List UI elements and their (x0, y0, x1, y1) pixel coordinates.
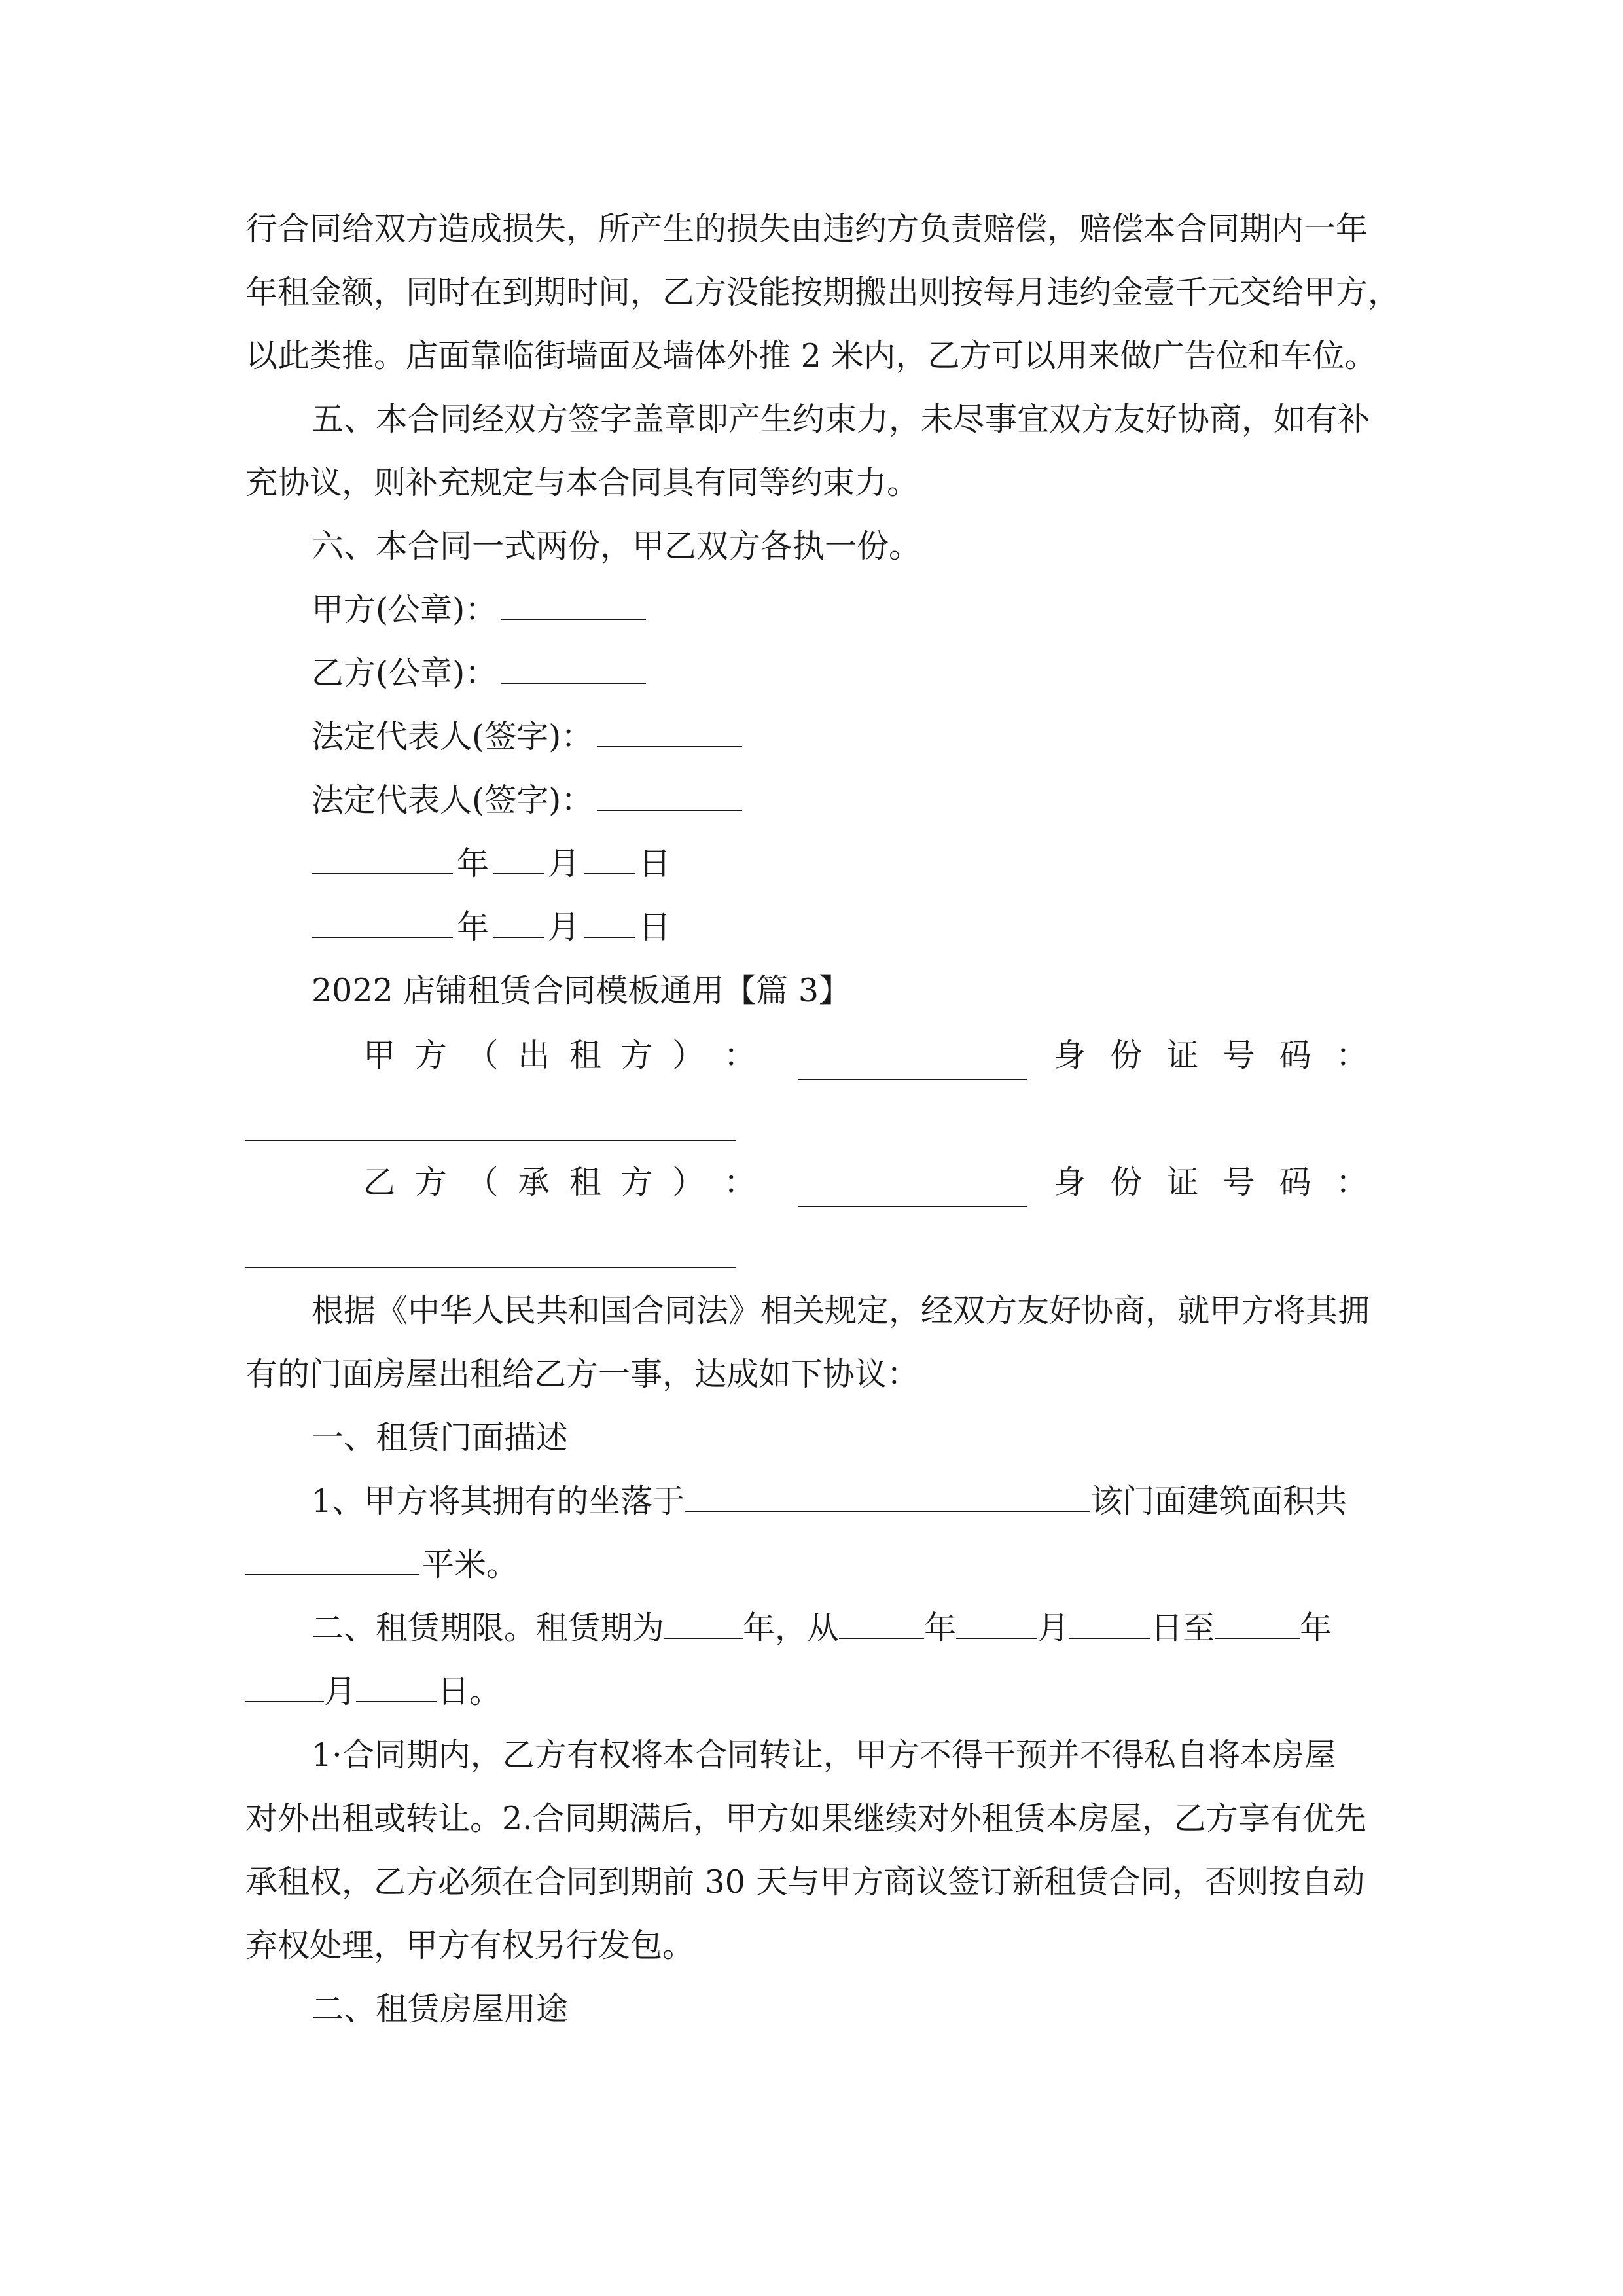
day-blank (584, 846, 635, 874)
label-char: 码 (1279, 1164, 1311, 1201)
label-char: （ (466, 1037, 499, 1074)
date-field-a (312, 831, 671, 897)
intro-line: 根据《中华人民共和国合同法》相关规定，经双方友好协商，就甲方将其拥 (312, 1292, 1370, 1329)
label-char: 乙 (363, 1164, 396, 1201)
clause-6-line: 六、本合同一式两份，甲乙双方各执一份。 (312, 528, 921, 565)
party-b-seal-label: 乙方(公章)： (312, 655, 497, 692)
year-blank (312, 846, 453, 874)
paragraph-line: 年租金额，同时在到期时间，乙方没能按期搬出则按每月违约金壹千元交给甲方， (245, 274, 1400, 311)
start-year-label: 年 (924, 1609, 957, 1647)
label-char: 份 (1110, 1164, 1143, 1201)
party-a-seal-label: 甲方(公章)： (312, 591, 497, 628)
rep-a-label: 法定代表人(签字)： (312, 718, 594, 755)
end-day-label: 日。 (437, 1673, 502, 1710)
label-char: 份 (1110, 1037, 1143, 1074)
party-a-seal-blank (501, 592, 646, 620)
clause-2-line (245, 1659, 501, 1725)
label-char: 租 (569, 1164, 601, 1201)
clause-3-line: 1·合同期内，乙方有权将本合同转让，甲方不得干预并不得私自将本房屋 (312, 1736, 1336, 1774)
intro-line: 有的门面房屋出租给乙方一事，达成如下协议： (245, 1355, 919, 1393)
clause-5-line: 五、本合同经双方签字盖章即产生约束力，未尽事宜双方友好协商，如有补 (312, 401, 1370, 438)
label-char: ： (723, 1164, 756, 1201)
party-a-id-label (1054, 1023, 1368, 1088)
end-month-blank (245, 1674, 324, 1702)
end-year-label: 年 (1300, 1609, 1332, 1647)
party-a-blank (798, 1079, 1027, 1080)
label-char: 号 (1222, 1164, 1255, 1201)
month-label: 月 (548, 845, 580, 882)
year-blank (312, 909, 453, 938)
start-month-blank (956, 1610, 1037, 1639)
rep-b-label: 法定代表人(签字)： (312, 781, 594, 819)
label-char: 证 (1166, 1164, 1199, 1201)
paragraph-line: 行合同给双方造成损失，所产生的损失由违约方负责赔偿，赔偿本合同期内一年 (245, 210, 1368, 247)
clause-3-line: 对外出租或转让。2.合同期满后，甲方如果继续对外租赁本房屋，乙方享有优先 (245, 1800, 1366, 1837)
party-b-id-blank (245, 1267, 736, 1268)
clause-3-line: 弃权处理，甲方有权另行发包。 (245, 1927, 695, 1964)
area-blank (245, 1547, 419, 1575)
label-char: 号 (1222, 1037, 1255, 1074)
label-char: 甲 (363, 1037, 396, 1074)
section-title: 2022 店铺租赁合同模板通用【篇 3】 (312, 972, 851, 1009)
day-label: 日 (639, 845, 671, 882)
label-char: ： (723, 1037, 756, 1074)
day-blank (584, 909, 635, 938)
party-b-id-label (1054, 1150, 1368, 1215)
label-char: 方 (620, 1164, 653, 1201)
clause-1-line (312, 1469, 1347, 1534)
clause-1-pre: 1、甲方将其拥有的坐落于 (312, 1482, 685, 1520)
location-blank (685, 1483, 1090, 1512)
rep-a-field (312, 704, 746, 770)
month-label: 月 (548, 908, 580, 946)
month-blank (493, 909, 544, 938)
start-day-to-label: 日至 (1150, 1609, 1215, 1647)
party-a-seal-field (312, 577, 650, 643)
clause-1-line (245, 1532, 518, 1598)
term-from-label: 年，从 (743, 1609, 840, 1647)
year-label: 年 (457, 845, 490, 882)
heading-rental-description: 一、租赁门面描述 (312, 1419, 569, 1456)
clause-3-line: 承租权，乙方必须在合同到期前 30 天与甲方商议签订新租赁合同，否则按自动 (245, 1863, 1365, 1901)
party-b-seal-field (312, 641, 650, 706)
label-char: ： (1335, 1037, 1368, 1074)
party-b-seal-blank (501, 655, 646, 684)
end-month-label: 月 (324, 1673, 357, 1710)
party-a-id-blank (245, 1140, 736, 1141)
rep-b-field (312, 768, 746, 833)
paragraph-line: 以此类推。店面靠临街墙面及墙体外推 2 米内，乙方可以用来做广告位和车位。 (245, 337, 1377, 374)
rep-a-blank (597, 719, 742, 747)
heading-rental-use: 二、租赁房屋用途 (312, 1990, 569, 2028)
term-label: 二、租赁期限。租赁期为 (312, 1609, 665, 1647)
label-char: ） (672, 1164, 705, 1201)
start-month-label: 月 (1037, 1609, 1070, 1647)
start-day-blank (1069, 1610, 1150, 1639)
label-char: 证 (1166, 1037, 1199, 1074)
month-blank (493, 846, 544, 874)
rep-b-blank (597, 782, 742, 811)
clause-1-post: 平米。 (422, 1546, 519, 1583)
clause-1-mid: 该门面建筑面积共 (1090, 1482, 1347, 1520)
year-label: 年 (457, 908, 490, 946)
party-b-blank (798, 1206, 1027, 1207)
label-char: ） (672, 1037, 705, 1074)
label-char: 身 (1054, 1037, 1086, 1074)
end-day-blank (356, 1674, 437, 1702)
day-label: 日 (639, 908, 671, 946)
label-char: 出 (518, 1037, 550, 1074)
label-char: 方 (620, 1037, 653, 1074)
start-year-blank (839, 1610, 924, 1639)
clause-2-line (312, 1596, 1332, 1661)
label-char: 身 (1054, 1164, 1086, 1201)
label-char: 方 (414, 1164, 447, 1201)
label-char: （ (466, 1164, 499, 1201)
label-char: 租 (569, 1037, 601, 1074)
term-years-blank (664, 1610, 743, 1639)
label-char: 方 (414, 1037, 447, 1074)
date-field-b (312, 895, 671, 960)
clause-5-line: 充协议，则补充规定与本合同具有同等约束力。 (245, 464, 919, 501)
label-char: 承 (518, 1164, 550, 1201)
label-char: ： (1335, 1164, 1368, 1201)
party-b-label (363, 1150, 756, 1215)
label-char: 码 (1279, 1037, 1311, 1074)
party-a-label (363, 1023, 756, 1088)
end-year-blank (1215, 1610, 1300, 1639)
